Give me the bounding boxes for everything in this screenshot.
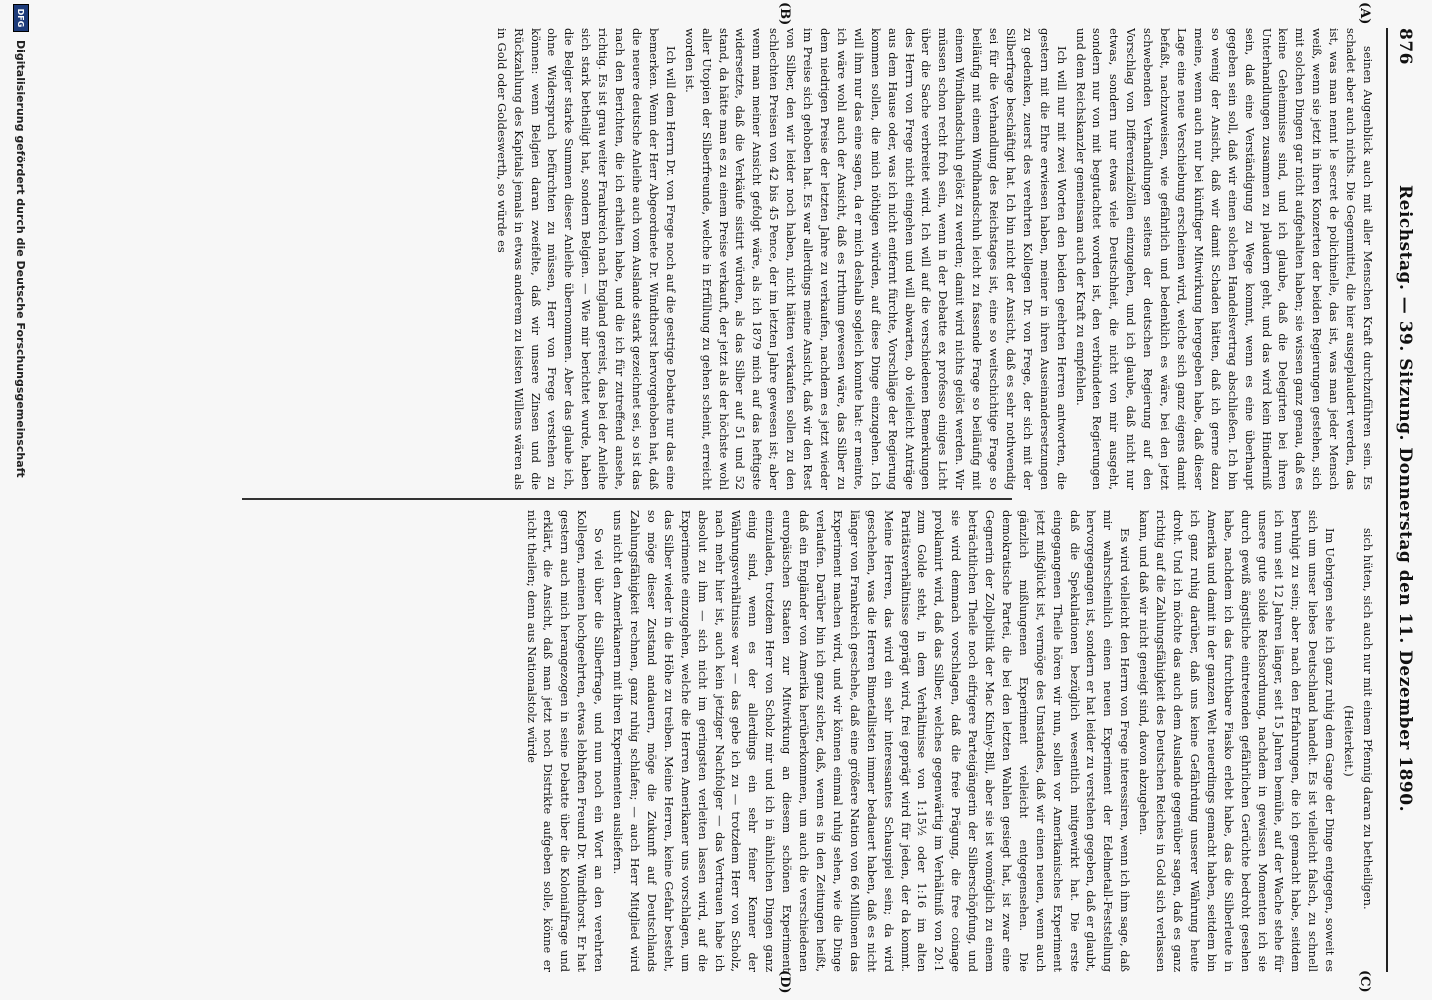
margin-mark-c: (C): [1357, 970, 1372, 993]
footer-note: Digitalisierung gefördert durch die Deutsche Forschungsgemeinschaft: [14, 40, 28, 478]
left-paragraph-1: seinen Augenblick auch mit aller Menschen Kraft durchzuführen sein. Es schadet aber auch nichts. Die Gegenmittel, die hier ausgeplaudert werden, das ist, was man nennt le secret de polichinelle, das ist, was man jeder Mensch weiß, wenn sie jetzt in ihren Konzerten der beiden Regierungen gestehen, sich mit solchen Dingen gar nicht aufgehalten haben; sie wissen ganz genau, daß es keine Geheimnisse sind, und ich glaube, daß die Delegirten bei ihren Unterhandlungen zusammen zu plaudern geht, und das wird kein Hinderniß sein, daß eine Verständigung zu Wege kommt, wenn es eine überhaupt gegeben sein soll, daß wir einen solchen Handelsvertrag abschließen. Ich bin so wenig der Ansicht, daß wir damit Schaden hätten, daß ich gerne dazu meine, wenn auch nur bei künftiger Mitwirkung hergegeben habe, daß dieser Lage eine neue Verschiebung erscheinen wird, welche sich ganz eigens damit befaßt, nachzuweisen, wie gefährlich und bedenklich es wäre, bei den jetzt schwebenden Verhandlungen seitens der deutschen Regierung auf den Vorschlag von Differenzialzöllen einzugehen, und ich glaube, daß nicht nur etwas, sondern nur etwas viele Deutschheit, die nicht von mir ausgeht, sondern nur von mit begutachtet worden ist, den verbündeten Regierungen und dem Reichskanzler gemeinsam auch der Kraft zu empfehlen.: [1073, 28, 1375, 490]
header-rule: [1386, 28, 1388, 972]
right-paragraph-4: So viel über die Silberfrage, und nun noch ein Wort an den verehrten Kollegen, meinen hochgeehrten, etwas lebhaften Freund Dr. Windthorst. Er hat gestern auch mich herangezogen in seine Debatte über die Kolonialfrage und erklärt, die Ansicht, daß man jetzt noch Distrikte aufgeben solle, könne er nicht theilen; denn aus Nationalstolz würde: [524, 510, 607, 972]
right-column: [176, 510, 1376, 972]
column-divider: [242, 498, 1012, 500]
right-interjection: (Heiterkeit.): [1342, 705, 1357, 777]
margin-mark-a: (A): [1357, 2, 1372, 25]
digitization-footer: [10, 4, 32, 764]
page-number: 876: [1395, 28, 1415, 65]
dfg-logo: DFG: [13, 4, 29, 32]
right-paragraph-3: Es wird vielleicht den Herrn von Frege interessiren, wenn ich ihm sage, daß mir wahrscheinlich einen neuen Experiment der Edelmetall-Feststellung hervorgegangen ist, sondern er hat leider zu verstehen gegeben, daß er glaubt, daß die Spekulationen bezüglich wesentlich mitgewirkt hat. Die erste eingegangenen Theile hören wir nun, sollen vor Amerikanisches Experiment jetzt mißglückt ist, vermöge des Umstandes, daß wir einen neuen, wenn auch gänzlich mißlungenen Experiment vielleicht entgegensehen. Die demokratische Partei, die bei den letzten Wahlen gesiegt hat, ist zwar eine Gegnerin der Zollpolitik der Mac Kinley-Bill, aber sie ist womöglich zu einem beträchtlichen Theile noch eifrigere Parteigängerin der Silberschöpfung, und sie wird demnach vorschlagen, daß die freie Prägung, die free coinage proklamirt wird, daß das Silber, welches gegenwärtig im Verhältniß von 20:1 zum Golde steht, in dem Verhältnisse von 1:15½ oder 1:16 im alten Paritätsverhältnisse geprägt wird, frei geprägt wird für jeden, der da kommt. Meine Herren, das wird ein sehr interessantes Schauspiel sein; da wird geschehen, was die Herren Bimetallisten immer bedauert haben, daß es nicht länger von Frankreich geschehe, daß eine größere Nation von 66 Millionen das Experiment machen wird, und wir können einmal ruhig sehen, wie die Dinge verlaufen. Darüber bin ich ganz sicher, daß, wenn es in den Zeitungen heißt, daß ein Engländer von Amerika herüberkommen, um auch die verschiedenen europäischen Staaten zur Mitwirkung an diesem schönen Experiment einzuladen, trotzdem Herr von Scholz mir und ich in ähnlichen Dingen ganz einig sind, wenn es der allerdings ein sehr feiner Kenner der Währungsverhältnisse war — das gebe ich zu — trotzdem Herr von Scholz, nach mehr hier ist, auch kein jetziger Nachfolger — das Vertrauen habe ich absolut zu ihm — sich nicht im geringsten verleiten lassen wird, auf die Experimente einzugehen, welche die Herren Amerikaner uns vorschlagen, um das Silber wieder in die Höhe zu treiben. Meine Herren, keine Gefahr besteht, so möge dieser Zustand andauern, möge die Zukunft auf Deutschlands Zahlungsfähigkeit rechnen, ganz ruhig schlafen; — auch Herr Mitglied wird uns nicht den Amerikanern mit ihren Experimenten ausliefern.: [611, 510, 1133, 972]
margin-mark-b: (B): [777, 2, 792, 26]
margin-mark-d: (D): [777, 970, 792, 994]
left-paragraph-3: Ich will dem Herrn Dr. von Frege noch auf die gestrige Debatte nur das eine bemerken. Wenn der Herr Abgeordnete Dr. Windthorst hervorgehoben hat, daß die neuere deutsche Anleihe auch vom Auslande stark gezeichnet sei, so ist das nach den Berichten, die ich erhalten habe, und die ich für zutreffend ansehe, richtig. Es ist grau weiter Frankreich nach England gereist, das bei der Anleihe sich stark betheiligt hat, sondern Belgien. — Wie mir berichtet wurde, haben die Belgier starke Summen dieser Anleihe übernommen. Aber das glaube ich, ohne Widerspruch befürchten zu müssen, Herr von Frege verstehen zu können: wenn Belgien daran zweifelte, daß wir unsere Zinsen und die Rückzahlung des Kapitals jemals in etwas anderem zu leisten Willens wären als in Gold oder Goldeswerth, so würde es: [494, 28, 678, 490]
left-column: [176, 28, 1376, 490]
right-paragraph-1: sich hüten, sich auch nur mit einem Pfennig daran zu betheiligen.: [1361, 528, 1375, 910]
page-header: [1392, 28, 1418, 972]
page-title: Reichstag. — 39. Sitzung. Donnerstag den 11. Dezember 1890.: [1395, 185, 1415, 812]
left-paragraph-2: Ich will nur mit zwei Worten den beiden geehrten Herren antworten, die gestern mit die Ehre erwiesen haben, meiner in ihren Auseinandersetzungen zu gedenken, zuerst des verehrten Kollegen Dr. von Frege, der sich mit der Silberfrage beschäftigt hat. Ich bin nicht der Ansicht, daß es sehr nothwendig sei für die Verhandlung des Reichstages ist, eine so weitschichtige Frage so beiläufig mit einem Windhandschuh leicht zu fassende Frage so beiläufig mit einem Windhandschuh gelöst zu werden; damit wird nichts gelöst werden. Wir müssen schon recht froh sein, wenn in der Debatte ex professo einiges Licht über die Sache verbreitet wird. Ich will auf die verschiedenen Bemerkungen des Herrn von Frege nicht eingehen und will abwarten, ob vielleicht Anträge aus dem Hause oder, was ich nicht entfernt fürchte, Vorschläge der Regierung kommen sollen, die mich nöthigen würden, auf diese Dinge einzugehen. Ich will ihm nur das eine sagen, da er mich deshalb sogleich konnte hat: er meinte, ich wäre wohl auch der Ansicht, daß es Irrthum gewesen wäre, das Silber zu dem niedrigen Preise der letzten Jahre zu verkaufen, nachdem es jetzt wieder im Preise sich gehoben hat. Es war allerdings meine Ansicht, daß wir den Rest von Silber, den wir leider noch haben, nicht hätten verkaufen sollen zu den schlechten Preisen von 42 bis 45 Pence, der im letzten Jahre gewesen ist; aber wenn man meiner Ansicht gefolgt wäre, als ich 1879 mich auf das heftigste widersetzte, daß die Verkäufe sistirt würden, als das Silber auf 51 und 52 stand, da hätte man es zu einem Preise verkauft, der jetzt als der höchste wohl aller Utopien der Silberfreunde, welche in Erfüllung zu gehen scheint, erreicht worden ist.: [682, 28, 1069, 490]
right-paragraph-2: Im Uebrigen sehe ich ganz ruhig dem Gange der Dinge entgegen, soweit es sich um unser liebes Deutschland handelt. Es ist vielleicht falsch, zu schnell beruhigt zu sein; aber nach den Erfahrungen, die ich gemacht habe, seitdem ich nun seit 12 Jahren länger, seit 15 Jahren bemühe, auf der Wache stehe für unsere gute solide Reichsordnung, nachdem in gewissen Momenten ich sie durch gewiß ängstliche eintretenden gefährlichen Gerüchte bedroht gesehen habe, nachdem ich das furchtbare Fiasko erlebt habe, das die Silberleute in Amerika und damit in der ganzen Welt neuerdings gemacht haben, seitdem bin ich ganz ruhig darüber, daß uns keine Gefährdung unserer Währung heute droht. Und ich möchte das auch dem Auslande gegenüber sagen, daß es ganz richtig auf die Zahlungsfähigkeit des Deutschen Reiches in Gold sich verlassen kann, und daß wir nicht geneigt sind, davon abzugehen.: [1137, 510, 1338, 972]
